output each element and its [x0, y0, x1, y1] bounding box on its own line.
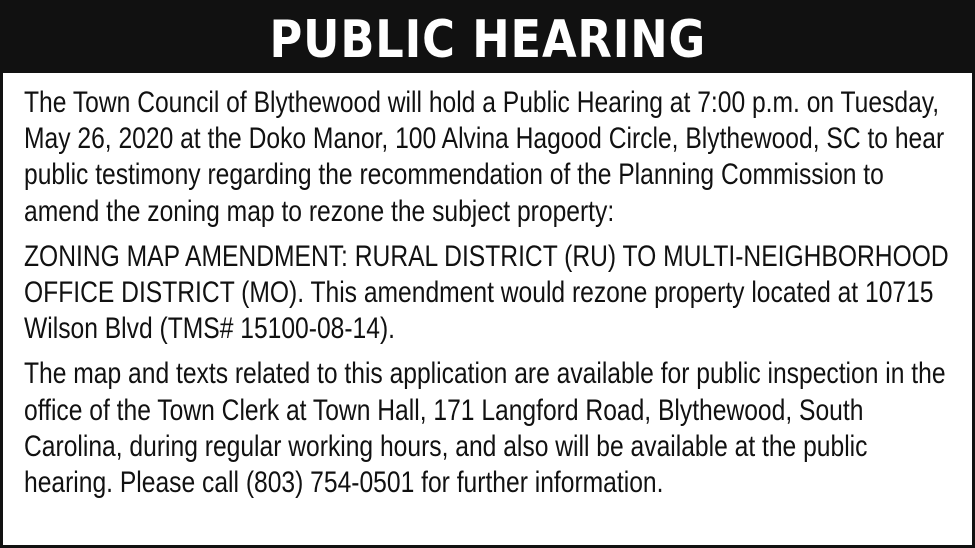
inspection-info-paragraph: The map and texts related to this application are available for public inspection in the office of the Town Clerk at Town Hall, 171 Langford Road, Blythewood, South Carolina, during regular working hours, and also will be available at the public hearing. Please call (803) 754-0501 for further information.	[24, 357, 946, 500]
notice-body	[24, 85, 949, 501]
notice-title: PUBLIC HEARING	[269, 10, 706, 70]
hearing-announcement-paragraph: The Town Council of Blythewood will hold a Public Hearing at 7:00 p.m. on Tuesday, May 26, 2020 at the Doko Manor, 100 Alvina Hagood Circle, Blythewood, SC to hear public testimony regarding the recommendation of the Planning Commission to amend the zoning map to rezone the subject property:	[24, 86, 945, 228]
zoning-amendment-paragraph: ZONING MAP AMENDMENT: RURAL DISTRICT (RU) TO MULTI-NEIGHBORHOOD OFFICE DISTRICT (MO). This amendment would rezone property located at 10715 Wilson Blvd (TMS# 15100-08-14).	[24, 239, 949, 346]
notice-header	[3, 3, 972, 73]
